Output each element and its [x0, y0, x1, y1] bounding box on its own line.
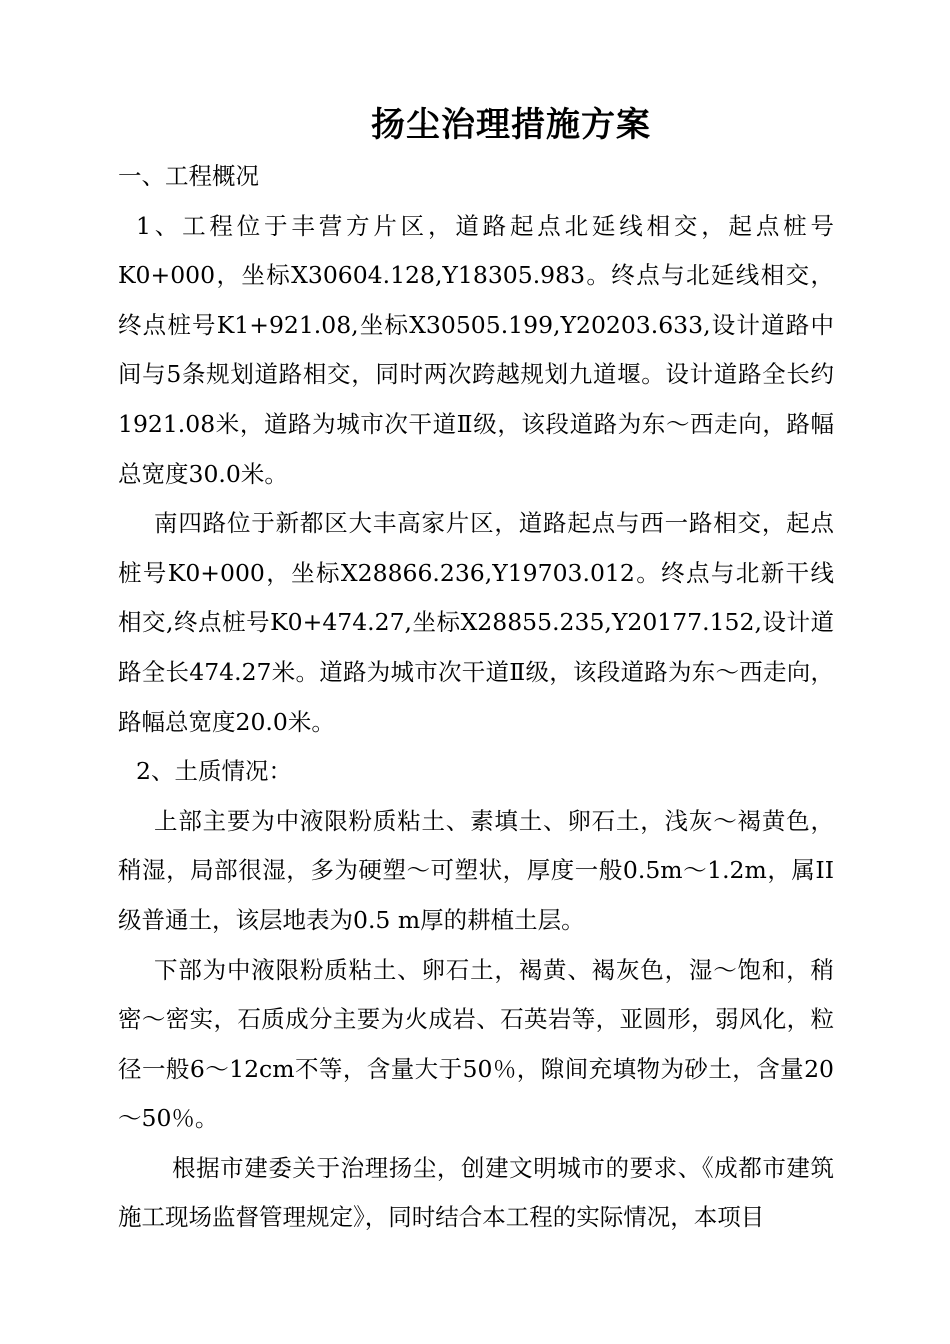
document-body [118, 152, 834, 1243]
paragraph-project-location: 1、工程位于丰营方片区，道路起点北延线相交，起点桩号K0+000，坐标X30604.128,Y18305.983。终点与北延线相交，终点桩号K1+921.08,坐标X30505.199,Y20203.633,设计道路中间与5条规划道路相交，同时两次跨越规划九道堰。设计道路全长约1921.08米，道路为城市次干道Ⅱ级，该段道路为东～西走向，路幅总宽度30.0米。 [118, 211, 834, 488]
paragraph-lower-soil: 下部为中液限粉质粘土、卵石土，褐黄、褐灰色，湿～饱和，稍密～密实，石质成分主要为火成岩、石英岩等，亚圆形，弱风化，粒径一般6～12cm不等，含量大于50％，隙间充填物为砂土，含量20～50％。 [118, 955, 834, 1133]
paragraph-regulations: 根据市建委关于治理扬尘，创建文明城市的要求、《成都市建筑施工现场监督管理规定》，同时结合本工程的实际情况，本项目 [118, 1153, 834, 1232]
document-title: 扬尘治理措施方案 [371, 105, 651, 145]
paragraph-nansi-road: 南四路位于新都区大丰高家片区，道路起点与西一路相交，起点桩号K0+000，坐标X28866.236,Y19703.012。终点与北新干线相交,终点桩号K0+474.27,坐标X28855.235,Y20177.152,设计道路全长474.27米。道路为城市次干道Ⅱ级，该段道路为东～西走向，路幅总宽度20.0米。 [118, 509, 834, 736]
section-heading-overview: 一、工程概况 [118, 162, 259, 190]
sub-heading-soil: 2、土质情况： [136, 757, 292, 786]
paragraph-upper-soil: 上部主要为中液限粉质粘土、素填土、卵石土，浅灰～褐黄色，稍湿，局部很湿，多为硬塑～可塑状，厚度一般0.5m～1.2m，属II级普通土，该层地表为0.5 m厚的耕植土层。 [118, 806, 834, 934]
